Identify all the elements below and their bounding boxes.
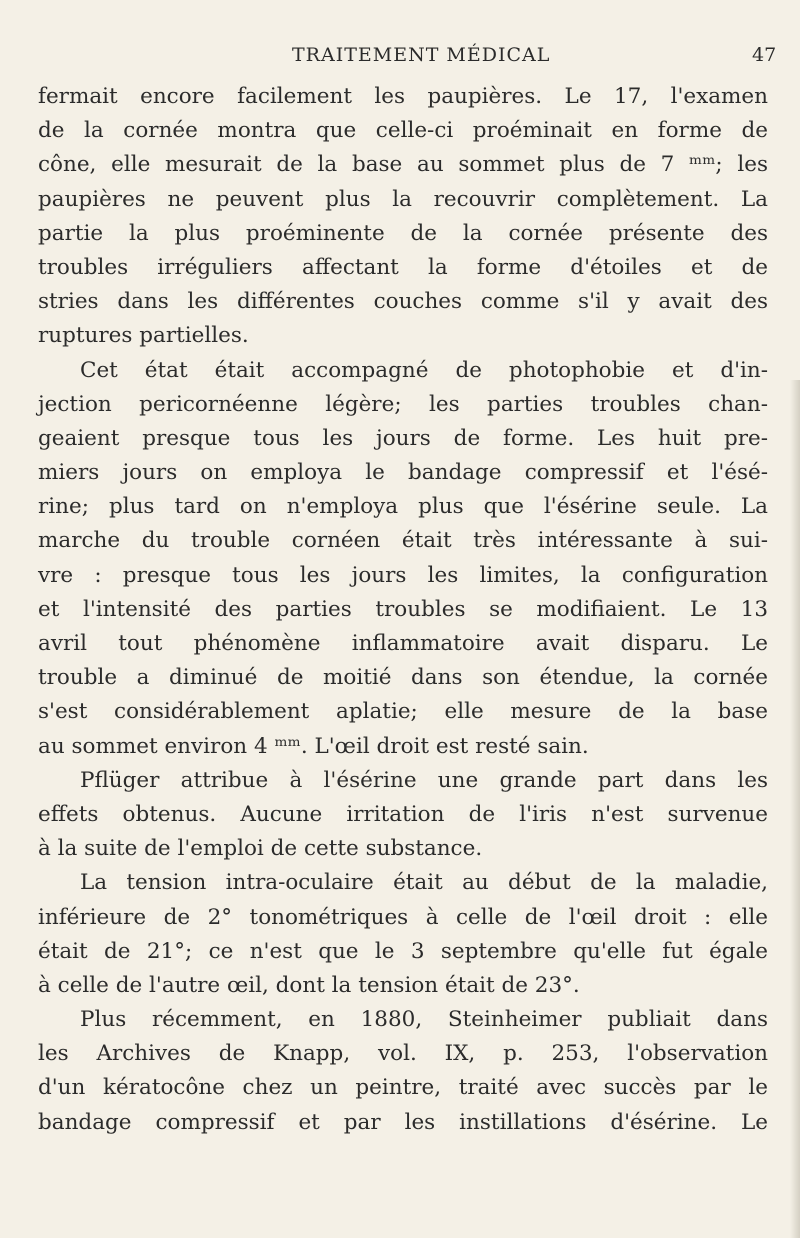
text-line: s'est considérablement aplatie; elle mesure de la base bbox=[38, 699, 768, 725]
text-line: inférieure de 2° tonométriques à celle de l'œil droit : elle bbox=[38, 904, 768, 930]
text-line: stries dans les différentes couches comme s'il y avait des bbox=[38, 289, 768, 315]
text-line: La tension intra-oculaire était au début de la maladie, bbox=[80, 870, 768, 896]
text-line: marche du trouble cornéen était très intéressante à sui- bbox=[38, 528, 768, 554]
text-line: rine; plus tard on n'employa plus que l'ésérine seule. La bbox=[38, 494, 768, 520]
text-line: à la suite de l'emploi de cette substance. bbox=[38, 836, 483, 862]
text-line: à celle de l'autre œil, dont la tension était de 23°. bbox=[38, 972, 580, 998]
text-line: bandage compressif et par les instillations d'ésérine. Le bbox=[38, 1109, 768, 1135]
text-line: jection pericornéenne légère; les parties troubles chan- bbox=[38, 391, 768, 417]
text-line: miers jours on employa le bandage compressif et l'ésé- bbox=[38, 460, 768, 486]
text-line: troubles irréguliers affectant la forme d'étoiles et de bbox=[38, 254, 768, 280]
text-line: fermait encore facilement les paupières. Le 17, l'examen bbox=[38, 84, 768, 109]
text-line: vre : presque tous les jours les limites, la configuration bbox=[38, 562, 768, 588]
text-line: les Archives de Knapp, vol. IX, p. 253, l'observation bbox=[38, 1041, 768, 1067]
text-line: partie la plus proéminente de la cornée présente des bbox=[38, 220, 768, 246]
text-line: cône, elle mesurait de la base au sommet plus de 7 ᵐᵐ; les bbox=[38, 152, 768, 178]
text-line: de la cornée montra que celle-ci proéminait en forme de bbox=[38, 118, 768, 144]
text-line: ruptures partielles. bbox=[38, 323, 249, 349]
page-number: 47 bbox=[752, 44, 777, 66]
text-line: trouble a diminué de moitié dans son étendue, la cornée bbox=[38, 665, 768, 691]
text-line: d'un kératocône chez un peintre, traité avec succès par le bbox=[38, 1075, 768, 1101]
text-line: Cet état était accompagné de photophobie et d'in- bbox=[80, 357, 768, 383]
text-line: Plus récemment, en 1880, Steinheimer publiait dans bbox=[80, 1007, 768, 1033]
text-line: geaient presque tous les jours de forme. Les huit pre- bbox=[38, 425, 768, 451]
running-head bbox=[0, 44, 800, 74]
text-line: paupières ne peuvent plus la recouvrir complètement. La bbox=[38, 186, 768, 212]
text-line: au sommet environ 4 ᵐᵐ. L'œil droit est resté sain. bbox=[38, 733, 589, 759]
text-line: avril tout phénomène inflammatoire avait disparu. Le bbox=[38, 631, 768, 656]
body-text bbox=[38, 80, 768, 1140]
text-line: était de 21°; ce n'est que le 3 septembre qu'elle fut égale bbox=[38, 938, 768, 964]
text-line: Pflüger attribue à l'ésérine une grande part dans les bbox=[80, 767, 768, 793]
page-edge-shadow bbox=[790, 380, 800, 1238]
running-title: TRAITEMENT MÉDICAL bbox=[292, 44, 551, 66]
text-line: effets obtenus. Aucune irritation de l'iris n'est survenue bbox=[38, 801, 768, 827]
text-line: et l'intensité des parties troubles se modifiaient. Le 13 bbox=[38, 596, 768, 622]
